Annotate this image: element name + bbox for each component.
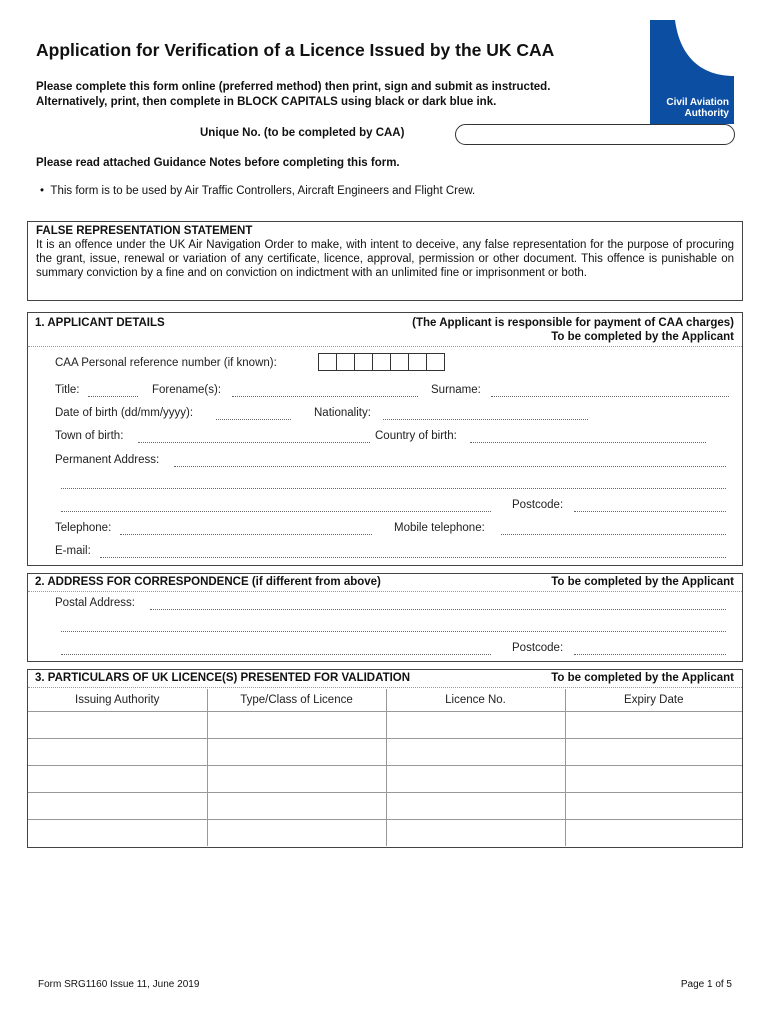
col-issuing-authority: Issuing Authority: [75, 693, 160, 706]
table-cell[interactable]: [386, 819, 565, 846]
email-input[interactable]: [100, 557, 726, 558]
nationality-label: Nationality:: [314, 407, 371, 419]
form-id: Form SRG1160 Issue 11, June 2019: [38, 979, 200, 990]
caa-ref-cell[interactable]: [390, 353, 409, 371]
town-of-birth-input[interactable]: [138, 442, 370, 443]
table-cell[interactable]: [565, 792, 742, 819]
postcode-input[interactable]: [574, 511, 726, 512]
caa-logo: [650, 20, 734, 124]
table-cell[interactable]: [28, 819, 207, 846]
table-cell[interactable]: [386, 738, 565, 765]
caa-ref-cell[interactable]: [336, 353, 355, 371]
table-cell[interactable]: [28, 792, 207, 819]
surname-label: Surname:: [431, 384, 481, 396]
forenames-input[interactable]: [232, 396, 418, 397]
table-row: [28, 765, 742, 792]
caa-ref-cell[interactable]: [354, 353, 373, 371]
bullet-icon: •: [40, 185, 51, 197]
email-label: E-mail:: [55, 545, 91, 557]
col-licence-no: Licence No.: [386, 689, 565, 711]
permanent-address-input-1[interactable]: [174, 466, 726, 467]
table-cell[interactable]: [207, 819, 386, 846]
postal-address-label: Postal Address:: [55, 597, 135, 609]
false-representation-title: FALSE REPRESENTATION STATEMENT: [36, 225, 253, 237]
section1-note-2: To be completed by the Applicant: [551, 331, 734, 343]
section2-header-rule: [28, 591, 742, 592]
table-cell[interactable]: [565, 711, 742, 738]
unique-number-label: Unique No. (to be completed by CAA): [200, 127, 405, 139]
table-cell[interactable]: [386, 792, 565, 819]
permanent-address-input-3[interactable]: [61, 511, 491, 512]
mobile-label: Mobile telephone:: [394, 522, 485, 534]
caa-ref-cell[interactable]: [372, 353, 391, 371]
section3-header-rule: [28, 687, 742, 688]
title-input[interactable]: [88, 396, 138, 397]
table-cell[interactable]: [565, 738, 742, 765]
telephone-input[interactable]: [120, 534, 372, 535]
table-cell[interactable]: [565, 765, 742, 792]
section1-note-1: (The Applicant is responsible for payment of CAA charges): [412, 317, 734, 329]
town-of-birth-label: Town of birth:: [55, 430, 124, 442]
col-type-class: Type/Class of Licence: [207, 689, 386, 711]
section2-title: 2. ADDRESS FOR CORRESPONDENCE (if different from above): [35, 576, 381, 588]
caa-ref-cell[interactable]: [408, 353, 427, 371]
correspondence-postcode-input[interactable]: [574, 654, 726, 655]
nationality-input[interactable]: [383, 419, 588, 420]
surname-input[interactable]: [491, 396, 729, 397]
false-representation-box: [27, 221, 743, 301]
logo-line-2: Authority: [684, 108, 729, 119]
table-cell[interactable]: [386, 765, 565, 792]
postal-address-input-1[interactable]: [150, 609, 726, 610]
permanent-address-input-2[interactable]: [61, 488, 726, 489]
section3-note: To be completed by the Applicant: [551, 672, 734, 684]
false-representation-text: It is an offence under the UK Air Navigation Order to make, with intent to deceive, any false representation for the purpose of procuring the grant, issue, renewal or variation of any certificate, licence, approval, permission or other document. This offence is punishable on summary conviction by a fine and on conviction on indictment with an unlimited fine or imprisonment or both.: [36, 239, 734, 279]
logo-line-1: Civil Aviation: [666, 97, 729, 108]
licence-table-header: [28, 689, 742, 711]
mobile-input[interactable]: [501, 534, 726, 535]
table-cell[interactable]: [207, 711, 386, 738]
intro-instructions: [36, 80, 550, 110]
table-cell[interactable]: [207, 792, 386, 819]
section1-title: 1. APPLICANT DETAILS: [35, 317, 165, 329]
postal-address-input-3[interactable]: [61, 654, 491, 655]
table-row: [28, 819, 742, 846]
usage-bullet: [40, 185, 475, 197]
section-applicant-details: [27, 312, 743, 566]
table-cell[interactable]: [565, 819, 742, 846]
dob-label: Date of birth (dd/mm/yyyy):: [55, 407, 194, 419]
table-row: [28, 792, 742, 819]
table-cell[interactable]: [28, 765, 207, 792]
postcode-label: Postcode:: [512, 499, 564, 511]
table-cell[interactable]: [28, 738, 207, 765]
table-cell[interactable]: [207, 738, 386, 765]
section3-title: 3. PARTICULARS OF UK LICENCE(S) PRESENTED FOR VALIDATION: [35, 672, 411, 684]
country-of-birth-label: Country of birth:: [375, 430, 457, 442]
table-cell[interactable]: [28, 711, 207, 738]
caa-ref-input-cells: [318, 353, 444, 371]
table-cell[interactable]: [207, 765, 386, 792]
logo-text: [650, 97, 729, 119]
intro-line-2: Alternatively, print, then complete in BLOCK CAPITALS using black or dark blue ink.: [36, 96, 497, 108]
col-expiry-date: Expiry Date: [565, 689, 742, 711]
usage-bullet-text: This form is to be used by Air Traffic Controllers, Aircraft Engineers and Flight Crew.: [50, 185, 476, 197]
table-row: [28, 711, 742, 738]
caa-ref-cell[interactable]: [318, 353, 337, 371]
postal-address-input-2[interactable]: [61, 631, 726, 632]
correspondence-postcode-label: Postcode:: [512, 642, 564, 654]
page-number: Page 1 of 5: [680, 979, 732, 990]
section1-header-rule: [28, 346, 742, 347]
forenames-label: Forename(s):: [152, 384, 222, 396]
table-row: [28, 738, 742, 765]
section2-note: To be completed by the Applicant: [551, 576, 734, 588]
title-label: Title:: [55, 384, 80, 396]
table-cell[interactable]: [386, 711, 565, 738]
intro-line-1: Please complete this form online (preferred method) then print, sign and submit as instructed.: [36, 81, 551, 93]
caa-ref-cell[interactable]: [426, 353, 445, 371]
telephone-label: Telephone:: [55, 522, 112, 534]
dob-input[interactable]: [216, 419, 291, 420]
form-title: Application for Verification of a Licence Issued by the UK CAA: [36, 40, 555, 60]
section-correspondence-address: [27, 573, 743, 662]
caa-ref-label: CAA Personal reference number (if known):: [55, 357, 277, 369]
permanent-address-label: Permanent Address:: [55, 454, 160, 466]
section-licence-particulars: [27, 669, 743, 848]
country-of-birth-input[interactable]: [470, 442, 706, 443]
guidance-note: Please read attached Guidance Notes before completing this form.: [36, 157, 400, 169]
unique-number-field[interactable]: [455, 124, 735, 145]
licence-table: [28, 689, 742, 846]
